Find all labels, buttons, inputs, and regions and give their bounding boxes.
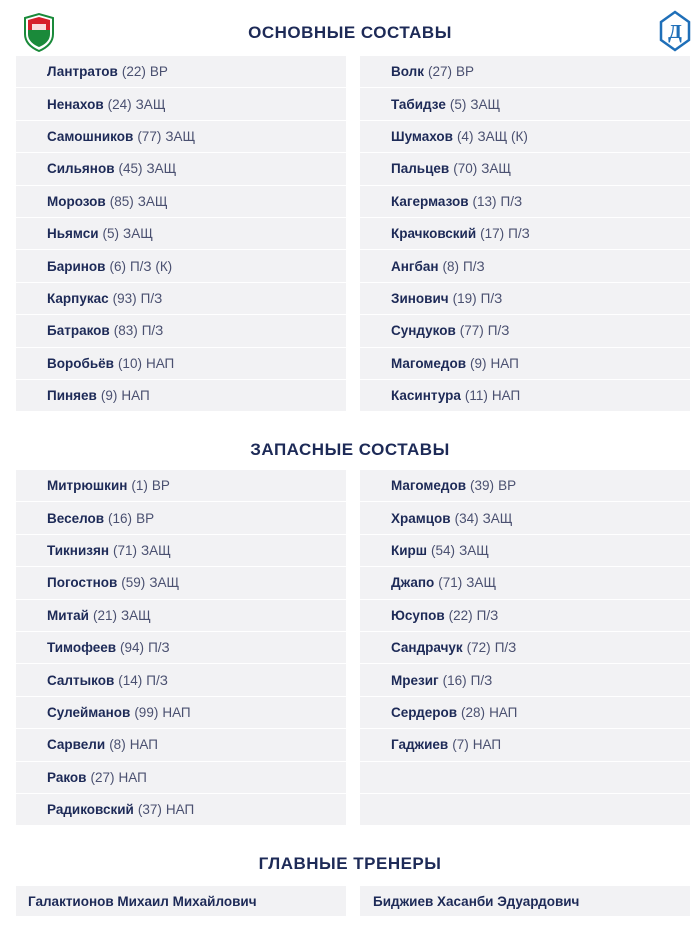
- player-position: ЗАЩ: [123, 226, 153, 242]
- player-name: Шумахов: [391, 128, 453, 144]
- player-row: [360, 88, 690, 120]
- player-row: [16, 348, 346, 380]
- player-row: [16, 56, 346, 88]
- player-position: НАП: [121, 388, 150, 404]
- player-number: (6): [109, 258, 126, 274]
- player-row: [16, 88, 346, 120]
- substitutes-title: ЗАПАСНЫЕ СОСТАВЫ: [250, 440, 450, 459]
- player-number: (5): [102, 226, 120, 242]
- player-name: Ньямси: [47, 226, 99, 242]
- starting-lineups-title: ОСНОВНЫЕ СОСТАВЫ: [248, 23, 452, 42]
- player-position: П/З: [470, 672, 493, 688]
- player-name: Мрезиг: [391, 672, 439, 688]
- player-row: [16, 664, 346, 696]
- player-number: (13): [472, 193, 497, 209]
- player-number: (1): [131, 478, 148, 494]
- player-row: [360, 121, 690, 153]
- player-position: ВР: [136, 510, 155, 526]
- player-name: Ненахов: [47, 96, 104, 112]
- player-row: [360, 567, 690, 599]
- player-position: ЗАЩ: [459, 542, 489, 558]
- player-position: НАП: [472, 737, 502, 753]
- player-position: НАП: [490, 355, 519, 371]
- player-position: ЗАЩ: [470, 96, 501, 112]
- player-position: НАП: [118, 769, 147, 785]
- player-name: Сандрачук: [391, 640, 463, 656]
- player-position: ЗАЩ: [135, 96, 166, 112]
- player-position: ВР: [149, 64, 168, 80]
- player-name: Касинтура: [391, 388, 461, 404]
- svg-text:Д: Д: [668, 21, 682, 43]
- player-position: П/З: [141, 323, 164, 339]
- player-number: (71): [112, 542, 137, 558]
- player-row: [16, 632, 346, 664]
- player-row: [360, 632, 690, 664]
- player-number: (7): [452, 737, 469, 753]
- player-number: (94): [120, 640, 145, 656]
- player-number: (8): [109, 737, 126, 753]
- player-row: [16, 153, 346, 185]
- player-name: Радиковский: [47, 802, 134, 818]
- player-number: (22): [448, 607, 473, 623]
- player-name: Тимофеев: [47, 640, 117, 656]
- player-number: (22): [121, 64, 146, 80]
- empty-row: [360, 762, 690, 794]
- player-row: [360, 250, 690, 282]
- player-position: ЗАЩ: [466, 575, 497, 591]
- player-position: П/З: [480, 290, 503, 306]
- player-row: [16, 697, 346, 729]
- player-number: (16): [108, 510, 133, 526]
- player-name: Воробьёв: [47, 355, 114, 371]
- player-name: Джапо: [391, 575, 435, 591]
- player-row: [360, 153, 690, 185]
- player-name: Морозов: [47, 193, 106, 209]
- player-number: (70): [453, 161, 478, 177]
- player-position: НАП: [145, 355, 175, 371]
- player-row: [360, 380, 690, 412]
- player-row: [16, 502, 346, 534]
- player-number: (34): [454, 510, 479, 526]
- player-position: НАП: [489, 704, 518, 720]
- player-row: [360, 600, 690, 632]
- player-number: (19): [452, 290, 477, 306]
- player-row: [16, 567, 346, 599]
- player-number: (72): [466, 640, 491, 656]
- player-row: [16, 283, 346, 315]
- player-name: Сулейманов: [47, 704, 131, 720]
- player-name: Сильянов: [47, 161, 115, 177]
- player-position: П/З: [500, 193, 523, 209]
- player-row: [360, 56, 690, 88]
- player-number: (45): [118, 161, 143, 177]
- player-name: Баринов: [47, 258, 106, 274]
- player-position: П/З (К): [129, 258, 173, 274]
- player-position: П/З: [148, 640, 170, 656]
- player-number: (93): [112, 290, 137, 306]
- player-name: Погостнов: [47, 575, 118, 591]
- player-row: [16, 470, 346, 502]
- player-number: (5): [449, 96, 467, 112]
- player-position: П/З: [463, 258, 485, 274]
- player-row: [16, 380, 346, 412]
- player-number: (71): [438, 575, 463, 591]
- player-position: П/З: [140, 290, 163, 306]
- player-row: [16, 600, 346, 632]
- player-number: (54): [431, 542, 456, 558]
- player-position: ВР: [151, 478, 170, 494]
- player-row: [16, 762, 346, 794]
- player-position: П/З: [487, 323, 510, 339]
- player-position: П/З: [146, 672, 168, 688]
- player-number: (28): [461, 704, 486, 720]
- player-name: Сарвели: [47, 737, 106, 753]
- player-position: ЗАЩ: [482, 510, 513, 526]
- player-number: (99): [134, 704, 159, 720]
- player-name: Раков: [47, 769, 87, 785]
- player-number: (17): [480, 226, 505, 242]
- player-position: ЗАЩ: [146, 161, 177, 177]
- player-number: (14): [118, 672, 143, 688]
- player-name: Волк: [391, 64, 424, 80]
- player-name: Карпукас: [47, 290, 109, 306]
- player-name: Кирш: [391, 542, 428, 558]
- player-row: [360, 315, 690, 347]
- player-name: Табидзе: [391, 96, 446, 112]
- player-number: (59): [121, 575, 146, 591]
- player-number: (8): [442, 258, 460, 274]
- player-number: (85): [109, 193, 134, 209]
- player-number: (16): [442, 672, 467, 688]
- player-name: Ангбан: [391, 258, 439, 274]
- player-position: ЗАЩ (К): [477, 128, 528, 144]
- player-row: [360, 664, 690, 696]
- player-name: Лантратов: [47, 64, 118, 80]
- player-row: [360, 729, 690, 761]
- player-row: [360, 697, 690, 729]
- player-position: НАП: [129, 737, 158, 753]
- player-position: ЗАЩ: [120, 607, 151, 623]
- player-row: [360, 283, 690, 315]
- player-name: Сердеров: [391, 704, 458, 720]
- player-number: (24): [107, 96, 132, 112]
- player-name: Самошников: [47, 128, 134, 144]
- player-position: НАП: [491, 388, 521, 404]
- player-name: Юсупов: [391, 607, 445, 623]
- player-name: Салтыков: [47, 672, 115, 688]
- player-row: [360, 348, 690, 380]
- home-subs-list: [16, 470, 346, 826]
- player-name: Гаджиев: [391, 737, 449, 753]
- player-row: [360, 470, 690, 502]
- player-number: (11): [464, 388, 488, 404]
- player-number: (83): [113, 323, 138, 339]
- player-number: (9): [100, 388, 118, 404]
- player-name: Пиняев: [47, 388, 97, 404]
- player-row: [360, 502, 690, 534]
- player-position: ЗАЩ: [481, 161, 512, 177]
- player-position: ВР: [456, 64, 475, 80]
- player-number: (27): [90, 769, 115, 785]
- player-row: [16, 186, 346, 218]
- player-row: [360, 186, 690, 218]
- player-number: (4): [456, 128, 474, 144]
- player-name: Веселов: [47, 510, 105, 526]
- player-position: ЗАЩ: [165, 128, 196, 144]
- player-name: Зинович: [391, 290, 449, 306]
- away-coach: Биджиев Хасанби Эдуардович: [360, 886, 690, 916]
- player-name: Митрюшкин: [47, 478, 128, 494]
- player-row: [16, 794, 346, 826]
- player-position: ЗАЩ: [137, 193, 168, 209]
- player-number: (77): [459, 323, 484, 339]
- home-coach: Галактионов Михаил Михайлович: [16, 886, 346, 916]
- player-position: П/З: [508, 226, 530, 242]
- player-number: (37): [137, 802, 162, 818]
- player-row: [16, 535, 346, 567]
- player-name: Сундуков: [391, 323, 456, 339]
- player-name: Магомедов: [391, 478, 467, 494]
- player-row: [16, 729, 346, 761]
- player-name: Крачковский: [391, 226, 477, 242]
- player-number: (27): [428, 64, 453, 80]
- player-position: НАП: [165, 802, 195, 818]
- player-number: (10): [117, 355, 142, 371]
- player-position: НАП: [162, 704, 191, 720]
- player-position: ВР: [498, 478, 517, 494]
- player-name: Пальцев: [391, 161, 450, 177]
- player-position: ЗАЩ: [141, 542, 171, 558]
- player-name: Митай: [47, 607, 89, 623]
- player-row: [16, 121, 346, 153]
- player-position: П/З: [476, 607, 499, 623]
- home-starting-list: [16, 56, 346, 412]
- empty-row: [360, 794, 690, 826]
- player-number: (77): [137, 128, 162, 144]
- player-name: Батраков: [47, 323, 110, 339]
- player-row: [16, 218, 346, 250]
- player-row: [16, 250, 346, 282]
- player-number: (39): [470, 478, 495, 494]
- player-position: П/З: [494, 640, 517, 656]
- player-row: [360, 218, 690, 250]
- player-row: [360, 535, 690, 567]
- player-position: ЗАЩ: [149, 575, 180, 591]
- away-subs-list: [360, 470, 690, 826]
- player-name: Храмцов: [391, 510, 451, 526]
- away-starting-list: [360, 56, 690, 412]
- head-coaches-title: ГЛАВНЫЕ ТРЕНЕРЫ: [258, 854, 442, 873]
- player-name: Тикнизян: [47, 542, 109, 558]
- player-number: (9): [470, 355, 487, 371]
- player-name: Магомедов: [391, 355, 467, 371]
- player-name: Кагермазов: [391, 193, 469, 209]
- player-number: (21): [92, 607, 117, 623]
- player-row: [16, 315, 346, 347]
